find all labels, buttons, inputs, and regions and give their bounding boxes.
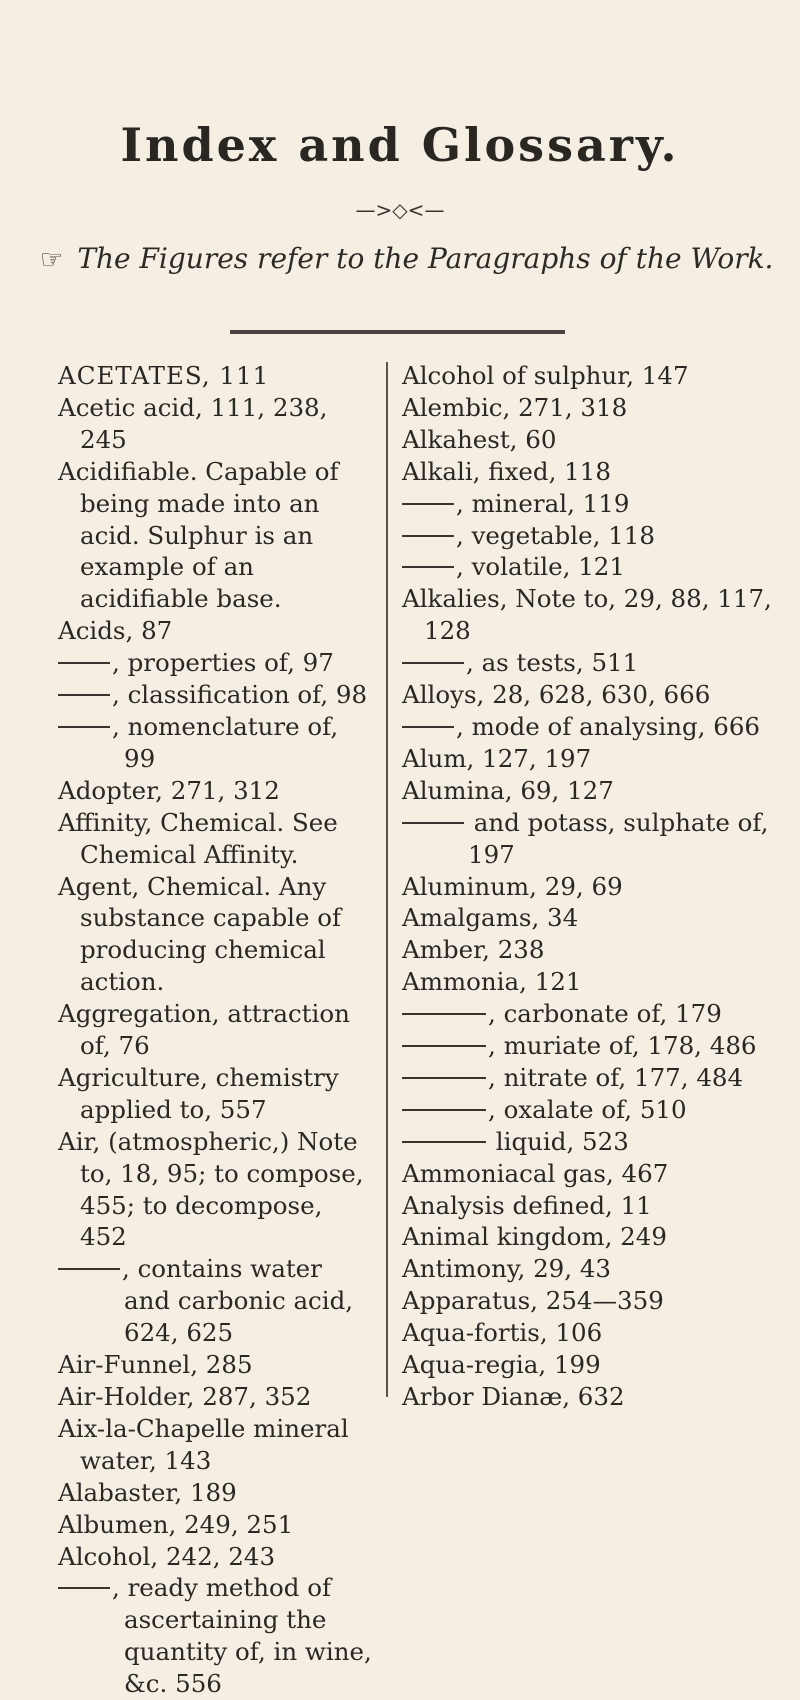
index-subentry: [58, 1253, 372, 1349]
index-entry: [58, 1349, 372, 1381]
entry-text: Aqua-fortis, 106: [402, 1318, 603, 1348]
entry-text: Agriculture, chemistry applied to, 557: [58, 1062, 339, 1124]
ditto-dash: [402, 566, 454, 568]
entry-text: , contains water and carbonic acid, 624, 625: [122, 1254, 354, 1348]
index-entry: [58, 1126, 372, 1254]
entry-text: Alkalies, Note to, 29, 88, 117, 128: [402, 584, 772, 646]
index-entry: [58, 1062, 372, 1126]
entry-text: , nomenclature of, 99: [112, 711, 339, 773]
ditto-dash: [402, 822, 464, 824]
header-rule: [230, 330, 565, 334]
index-subentry: [402, 488, 782, 520]
entry-text: Alkali, fixed, 118: [402, 456, 611, 486]
pointing-hand-icon: ☞: [40, 245, 64, 275]
index-entry: [402, 456, 782, 488]
entry-text: , mineral, 119: [456, 488, 630, 518]
index-entry: [402, 360, 782, 392]
index-subentry: [402, 1126, 782, 1158]
index-entry: [58, 456, 372, 616]
entry-text: Acids, 87: [58, 616, 173, 646]
ditto-dash: [402, 535, 454, 537]
index-entry: [402, 424, 782, 456]
ditto-dash: [402, 503, 454, 505]
index-entry: [402, 934, 782, 966]
entry-text: Alum, 127, 197: [402, 743, 592, 773]
entry-text: , ready method of ascertaining the quantity of, in wine, &c. 556: [112, 1573, 372, 1699]
index-entry: [58, 615, 372, 647]
entry-text: Albumen, 249, 251: [58, 1509, 294, 1539]
index-entry: [402, 392, 782, 424]
entry-text: , volatile, 121: [456, 552, 625, 582]
entry-text: Alkahest, 60: [402, 424, 557, 454]
index-entry: [58, 392, 372, 456]
index-entry: [402, 1253, 782, 1285]
index-entry: [58, 1541, 372, 1573]
entry-text: and potass, sulphate of, 197: [466, 807, 769, 869]
entry-text: liquid, 523: [488, 1126, 629, 1156]
index-entry: [402, 966, 782, 998]
index-subentry: [402, 998, 782, 1030]
entry-text: , mode of analysing, 666: [456, 711, 761, 741]
index-subentry: [402, 1030, 782, 1062]
entry-text: Air-Funnel, 285: [58, 1350, 253, 1380]
entry-text: , nitrate of, 177, 484: [488, 1062, 744, 1092]
index-entry: [58, 775, 372, 807]
index-entry: [402, 743, 782, 775]
index-subentry: [402, 647, 782, 679]
index-entry: [402, 902, 782, 934]
entry-text: , vegetable, 118: [456, 520, 655, 550]
index-entry: [402, 775, 782, 807]
index-entry: [58, 1413, 372, 1477]
ditto-dash: [402, 1077, 486, 1079]
index-entry: [402, 1349, 782, 1381]
entry-text: Aluminum, 29, 69: [402, 871, 623, 901]
index-entry: [58, 1477, 372, 1509]
entry-text: Apparatus, 254—359: [402, 1286, 664, 1316]
index-entry: [58, 807, 372, 871]
index-subentry: [402, 551, 782, 583]
entry-text: Acetic acid, 111, 238, 245: [58, 392, 328, 454]
entry-text: Analysis defined, 11: [402, 1190, 652, 1220]
ditto-dash: [58, 1268, 120, 1270]
index-entry: [402, 1221, 782, 1253]
subtitle-note: [40, 242, 780, 275]
index-entry: [58, 360, 372, 392]
index-entry: [58, 1509, 372, 1541]
subtitle-text: The Figures refer to the Paragraphs of the Work.: [77, 242, 774, 275]
entry-text: ACETATES, 111: [58, 361, 270, 390]
ornament-divider: —>◇<—: [355, 198, 445, 222]
entry-text: , classification of, 98: [112, 680, 368, 710]
ditto-dash: [58, 694, 110, 696]
entry-text: Aqua-regia, 199: [402, 1350, 601, 1380]
index-subentry: [402, 520, 782, 552]
ditto-dash: [402, 1045, 486, 1047]
index-subentry: [58, 711, 372, 775]
ditto-dash: [58, 662, 110, 664]
entry-text: Antimony, 29, 43: [402, 1254, 612, 1284]
index-subentry: [402, 1094, 782, 1126]
index-subentry: [58, 647, 372, 679]
entry-text: Arbor Dianæ, 632: [402, 1382, 625, 1411]
entry-text: Adopter, 271, 312: [58, 775, 280, 805]
index-entry: [402, 1317, 782, 1349]
index-entry: [402, 1285, 782, 1317]
entry-text: Amber, 238: [402, 935, 545, 965]
entry-text: Alumina, 69, 127: [402, 775, 614, 805]
index-entry: [402, 871, 782, 903]
entry-text: , carbonate of, 179: [488, 999, 722, 1029]
index-subentry: [58, 679, 372, 711]
index-subentry: [402, 711, 782, 743]
entry-text: Alloys, 28, 628, 630, 666: [402, 680, 711, 710]
entry-text: Aix-la-Chapelle mineral water, 143: [58, 1413, 349, 1475]
entry-text: Alcohol, 242, 243: [58, 1541, 276, 1571]
column-divider: [386, 362, 388, 1397]
page-title: Index and Glossary.: [120, 118, 680, 172]
ditto-dash: [402, 1109, 486, 1111]
entry-text: Ammonia, 121: [402, 967, 582, 997]
index-entry: [402, 1158, 782, 1190]
index-subentry: [58, 1572, 372, 1700]
entry-text: Alembic, 271, 318: [402, 392, 628, 422]
entry-text: Air, (atmospheric,) Note to, 18, 95; to compose, 455; to decompose, 452: [58, 1126, 364, 1252]
index-subentry: [402, 807, 782, 871]
ditto-dash: [402, 726, 454, 728]
entry-text: Affinity, Chemical. See Chemical Affinity.: [58, 807, 338, 869]
index-entry: [58, 998, 372, 1062]
index-column-left: [58, 360, 372, 1700]
index-subentry: [402, 1062, 782, 1094]
entry-text: Animal kingdom, 249: [402, 1222, 667, 1252]
ditto-dash: [58, 1587, 110, 1589]
entry-text: Air-Holder, 287, 352: [58, 1382, 312, 1411]
index-column-right: [402, 360, 782, 1413]
ditto-dash: [402, 1141, 486, 1143]
index-entry: [58, 1381, 372, 1413]
entry-text: , as tests, 511: [466, 648, 639, 678]
ditto-dash: [402, 1013, 486, 1015]
entry-text: , oxalate of, 510: [488, 1094, 687, 1124]
index-entry: [402, 1381, 782, 1413]
entry-text: Alcohol of sulphur, 147: [402, 361, 689, 390]
index-entry: [402, 1190, 782, 1222]
index-entry: [402, 679, 782, 711]
index-entry: [402, 583, 782, 647]
entry-text: Amalgams, 34: [402, 903, 579, 933]
entry-text: Aggregation, attraction of, 76: [58, 999, 350, 1061]
entry-text: Agent, Chemical. Any substance capable of producing chemical action.: [58, 871, 342, 997]
entry-text: , muriate of, 178, 486: [488, 1031, 757, 1061]
entry-text: Acidifiable. Capable of being made into an acid. Sulphur is an example of an acidifiable base.: [58, 456, 339, 614]
ditto-dash: [58, 726, 110, 728]
ditto-dash: [402, 662, 464, 664]
entry-text: , properties of, 97: [112, 648, 334, 678]
index-entry: [58, 871, 372, 999]
entry-text: Alabaster, 189: [58, 1477, 237, 1507]
entry-text: Ammoniacal gas, 467: [402, 1158, 669, 1188]
